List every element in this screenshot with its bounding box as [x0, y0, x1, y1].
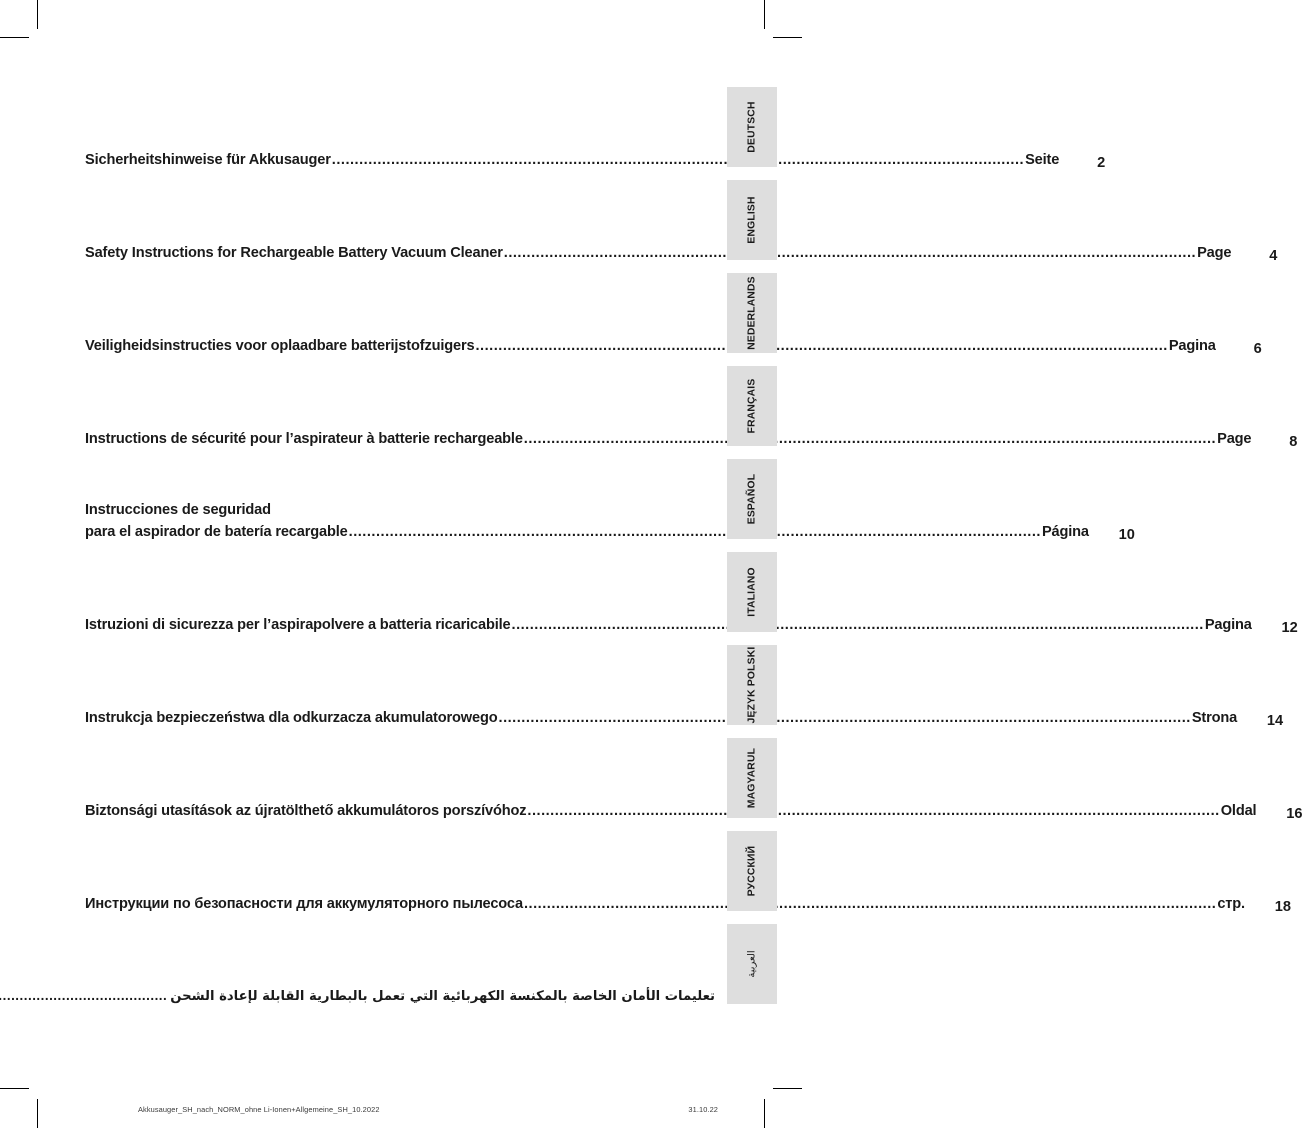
language-tab-8[interactable] — [727, 738, 777, 818]
toc-entry-title: Veiligheidsinstructies voor oplaadbare batterijstofzuigers — [85, 338, 475, 354]
toc-entry-english[interactable] — [85, 242, 1231, 264]
toc-entry-title: Instructions de sécurité pour l’aspirateur à batterie rechargeable — [85, 431, 523, 447]
toc-leader-dots — [499, 707, 1191, 729]
toc-reference-word: стр. — [1217, 896, 1245, 912]
language-tab-label: JĘZYK POLSKI — [746, 646, 758, 724]
toc-leader-dots — [504, 242, 1196, 264]
language-tab-label: РУССКИЙ — [746, 845, 758, 897]
language-tab-label: ENGLISH — [746, 196, 758, 244]
toc-reference-word: Page — [1197, 245, 1232, 261]
footer-date: 31.10.22 — [688, 1105, 718, 1114]
language-tab-6[interactable] — [727, 552, 777, 632]
toc-entry-title-continued: para el aspirador de batería recargable — [85, 524, 348, 540]
toc-entry-title: Istruzioni di sicurezza per l’aspirapolvere a batteria ricaricabile — [85, 617, 511, 633]
toc-leader-dots — [512, 614, 1204, 636]
language-tab-7[interactable] — [727, 645, 777, 725]
toc-entry-title: Biztonsági utasítások az újratölthető akkumulátoros porszívóhoz — [85, 803, 527, 819]
language-tab-2[interactable] — [727, 180, 777, 260]
language-tab-label: NEDERLANDS — [746, 276, 758, 350]
toc-page-number: 2 — [1097, 155, 1106, 171]
language-tab-3[interactable] — [727, 273, 777, 353]
toc-entry-title: Instrukcja bezpieczeństwa dla odkurzacza akumulatorowego — [85, 710, 498, 726]
toc-entry-italiano[interactable] — [85, 614, 1252, 636]
language-tab-label: العربية — [746, 950, 758, 978]
toc-row[interactable] — [85, 915, 715, 1008]
toc-entry-nederlands[interactable] — [85, 335, 1216, 357]
toc-entry-title: Инструкции по безопасности для аккумуляторного пылесоса — [85, 896, 523, 912]
language-tab-label: ITALIANO — [746, 567, 758, 617]
toc-entry-title: تعليمات الأمان الخاصة بالمكنسة الكهربائية التي تعمل بالبطارية القابلة لإعادة الشحن — [170, 989, 715, 1004]
toc-page-number: 6 — [1253, 341, 1262, 357]
toc-page-number: 18 — [1274, 899, 1291, 915]
toc-leader-dots — [527, 800, 1219, 822]
language-tab-10[interactable] — [727, 924, 777, 1004]
language-tab-9[interactable] — [727, 831, 777, 911]
toc-entry-espanol[interactable] — [85, 499, 1089, 543]
toc-reference-word: Oldal — [1220, 803, 1257, 819]
toc-reference-word: Seite — [1025, 152, 1060, 168]
toc-entry-lines — [85, 499, 1089, 543]
toc-page-number: 16 — [1286, 806, 1302, 822]
language-tab-label: ESPAÑOL — [746, 473, 758, 525]
toc-leader-dots — [332, 149, 1024, 171]
toc-page-number: 12 — [1281, 620, 1298, 636]
footer-document-code: Akkusauger_SH_nach_NORM_ohne Li-Ionen+Allgemeine_SH_10.2022 — [138, 1105, 380, 1114]
toc-entry-title: Safety Instructions for Rechargeable Battery Vacuum Cleaner — [85, 245, 503, 261]
toc-leader-dots — [349, 521, 1041, 543]
language-tab-label: DEUTSCH — [746, 101, 758, 153]
toc-entry-title: Sicherheitshinweise für Akkusauger — [85, 152, 331, 168]
toc-entry-title: Instrucciones de seguridad — [85, 502, 271, 518]
toc-reference-word: Página — [1041, 524, 1089, 540]
toc-reference-word: Pagina — [1168, 338, 1216, 354]
toc-entry-second-line — [85, 521, 1089, 543]
toc-reference-word: Pagina — [1204, 617, 1252, 633]
toc-leader-dots — [524, 893, 1216, 915]
language-tab-label: MAGYARUL — [746, 747, 758, 809]
toc-entry-russian[interactable] — [85, 893, 1245, 915]
language-tab-label: FRANÇAIS — [746, 378, 758, 434]
toc-leader-dots — [524, 428, 1216, 450]
toc-reference-word: Strona — [1191, 710, 1238, 726]
toc-leader-dots — [0, 985, 167, 1007]
language-tab-4[interactable] — [727, 366, 777, 446]
toc-entry-magyar[interactable] — [85, 800, 1256, 822]
toc-page-number: 4 — [1269, 248, 1278, 264]
toc-reference-word: Page — [1217, 431, 1252, 447]
toc-entry-deutsch[interactable] — [85, 149, 1059, 171]
toc-leader-dots — [476, 335, 1168, 357]
language-tab-5[interactable] — [727, 459, 777, 539]
toc-page-number: 8 — [1289, 434, 1298, 450]
toc-entry-francais[interactable] — [85, 428, 1251, 450]
language-tab-1[interactable] — [727, 87, 777, 167]
toc-entry-polski[interactable] — [85, 707, 1237, 729]
toc-page-number: 10 — [1118, 527, 1135, 543]
toc-entry-arabic[interactable] — [0, 985, 715, 1008]
page-footer — [138, 1105, 718, 1114]
toc-page-number: 14 — [1266, 713, 1284, 729]
